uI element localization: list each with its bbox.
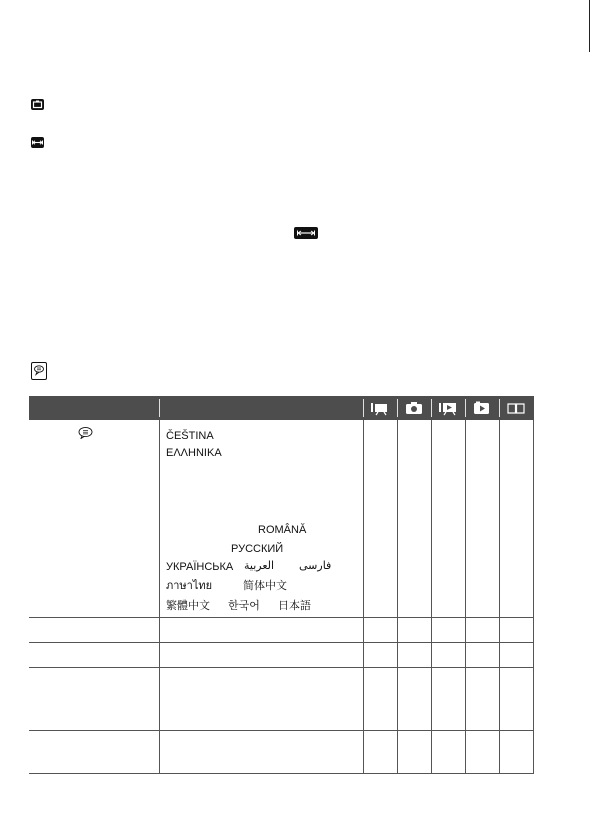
wide-arrow-inline-icon [294, 227, 318, 239]
column-divider [159, 420, 160, 774]
column-divider [363, 420, 364, 774]
speech-bubble-icon [78, 426, 93, 439]
row-divider [29, 617, 534, 618]
book-icon [503, 399, 529, 417]
language-korean: 한국어 [228, 599, 260, 612]
column-divider [397, 420, 398, 774]
camera-icon [401, 399, 427, 417]
header-separator [431, 399, 432, 417]
speech-bubble-icon [31, 362, 47, 380]
language-traditional-chinese: 繁體中文 [166, 599, 210, 612]
language-thai: ภาษาไทย [166, 579, 213, 592]
language-romanian: ROMÂNĂ [258, 524, 307, 536]
language-arabic: العربية [244, 559, 275, 572]
language-ukrainian: УКРАЇНСЬКА [166, 561, 234, 573]
header-separator [465, 399, 466, 417]
header-separator [363, 399, 364, 417]
column-divider [465, 420, 466, 774]
language-czech: ČEŠTINA [166, 430, 214, 442]
column-divider [499, 420, 500, 774]
menu-settings-table [29, 396, 534, 774]
row-divider [29, 642, 534, 643]
card-battery-icon [31, 99, 44, 110]
wide-arrow-icon [31, 137, 44, 148]
row-divider [29, 730, 534, 731]
column-divider [431, 420, 432, 774]
table-header [29, 396, 534, 420]
header-separator [499, 399, 500, 417]
language-greek: ΕΛΛΗΝΙΚΑ [166, 447, 222, 459]
language-persian: فارسی [299, 559, 332, 572]
language-japanese: 日本語 [278, 599, 311, 612]
language-russian: РУССКИЙ [231, 543, 284, 555]
header-separator [397, 399, 398, 417]
column-divider [533, 420, 534, 774]
language-simplified-chinese: 简体中文 [243, 579, 287, 592]
header-separator [159, 399, 160, 417]
table-bottom-rule [29, 773, 534, 774]
margin-rule [589, 0, 590, 52]
row-divider [29, 667, 534, 668]
movie-mode-icon [367, 399, 393, 417]
playback-icon [469, 399, 495, 417]
movie-playback-icon [435, 399, 461, 417]
